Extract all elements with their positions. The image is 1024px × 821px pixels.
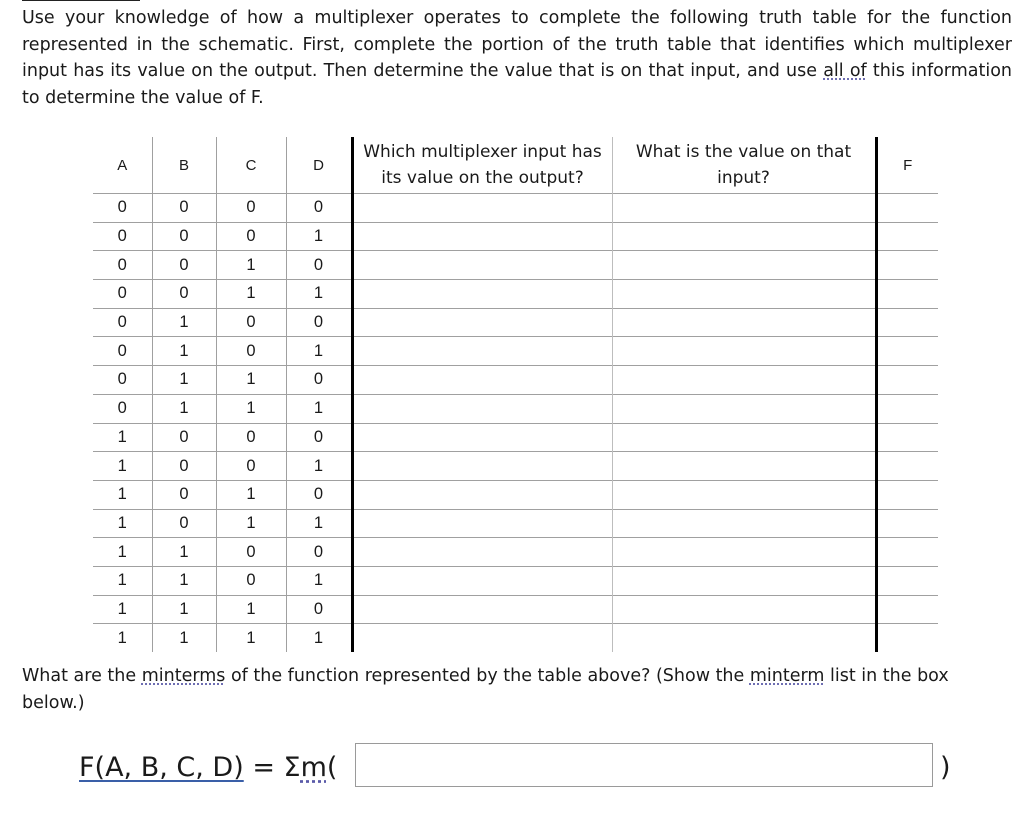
truth-table-row [93,366,938,395]
cell-a: 0 [93,222,152,251]
cell-mux-input-blank[interactable] [352,624,612,652]
cell-mux-input-blank[interactable] [352,366,612,395]
header-f: F [876,137,938,194]
header-input-value [612,137,876,194]
cell-input-value-blank[interactable] [612,624,876,652]
cell-f-blank[interactable] [876,222,938,251]
cell-f-blank[interactable] [876,366,938,395]
cell-c: 1 [216,509,286,538]
cell-a: 0 [93,280,152,309]
header-mux-input-line2: its value on the output? [381,168,584,188]
cell-mux-input-blank[interactable] [352,280,612,309]
truth-table [93,137,938,652]
cell-f-blank[interactable] [876,452,938,481]
cell-c: 0 [216,538,286,567]
truth-table-row [93,222,938,251]
cell-mux-input-blank[interactable] [352,452,612,481]
cell-f-blank[interactable] [876,624,938,652]
cell-d: 0 [286,308,352,337]
cell-a: 1 [93,566,152,595]
cell-b: 1 [152,366,216,395]
cell-mux-input-blank[interactable] [352,251,612,280]
cell-c: 0 [216,452,286,481]
cell-c: 1 [216,595,286,624]
cell-c: 1 [216,480,286,509]
cell-c: 0 [216,566,286,595]
truth-table-row [93,595,938,624]
cell-input-value-blank[interactable] [612,194,876,223]
question-part2: of the function represented by the table above? (Show the [225,666,750,686]
cell-mux-input-blank[interactable] [352,194,612,223]
cell-input-value-blank[interactable] [612,222,876,251]
cell-d: 1 [286,280,352,309]
cell-d: 1 [286,509,352,538]
cell-d: 1 [286,566,352,595]
cell-a: 0 [93,366,152,395]
cell-b: 0 [152,222,216,251]
header-c: C [216,137,286,194]
cell-d: 0 [286,251,352,280]
cell-mux-input-blank[interactable] [352,566,612,595]
cell-b: 0 [152,423,216,452]
cell-mux-input-blank[interactable] [352,222,612,251]
cell-input-value-blank[interactable] [612,280,876,309]
cell-f-blank[interactable] [876,308,938,337]
cell-input-value-blank[interactable] [612,366,876,395]
cell-f-blank[interactable] [876,538,938,567]
truth-table-row [93,452,938,481]
instructions-part2: this information to determine the value of F. [22,61,1012,108]
cell-d: 1 [286,394,352,423]
truth-table-body [93,194,938,653]
cell-a: 1 [93,423,152,452]
cell-a: 1 [93,538,152,567]
instructions-part1: Use your knowledge of how a multiplexer operates to complete the following truth table for the function represented in the schematic. First, complete the portion of the truth table that identifies which multiplexer input has its value on the output. Then determine the value that is on that input, and use [22,8,1012,81]
cell-d: 1 [286,222,352,251]
minterm-answer-box[interactable] [355,743,933,787]
formula-lhs: F(A, B, C, D) [79,752,244,783]
cell-f-blank[interactable] [876,423,938,452]
cell-input-value-blank[interactable] [612,566,876,595]
cell-mux-input-blank[interactable] [352,480,612,509]
cell-mux-input-blank[interactable] [352,595,612,624]
cell-a: 1 [93,480,152,509]
truth-table-row [93,566,938,595]
cell-b: 1 [152,595,216,624]
header-input-value-line1: What is the value on that [635,142,852,162]
cell-d: 0 [286,538,352,567]
header-a: A [117,156,128,174]
cell-mux-input-blank[interactable] [352,394,612,423]
minterm-formula [79,748,337,788]
cell-f-blank[interactable] [876,194,938,223]
cell-b: 0 [152,452,216,481]
cell-b: 0 [152,509,216,538]
cell-d: 1 [286,624,352,652]
truth-table-header-row [93,137,938,194]
cell-input-value-blank[interactable] [612,337,876,366]
question-part1: What are the [22,666,142,686]
cell-mux-input-blank[interactable] [352,308,612,337]
truth-table-row [93,337,938,366]
cell-c: 1 [216,280,286,309]
cell-c: 0 [216,337,286,366]
cell-d: 1 [286,452,352,481]
cell-mux-input-blank[interactable] [352,538,612,567]
header-mux-input [352,137,612,194]
cell-c: 1 [216,251,286,280]
cell-d: 0 [286,194,352,223]
cell-b: 0 [152,251,216,280]
cell-f-blank[interactable] [876,509,938,538]
cell-input-value-blank[interactable] [612,251,876,280]
cell-mux-input-blank[interactable] [352,509,612,538]
formula-close-paren: ) [940,752,951,783]
cell-b: 0 [152,280,216,309]
header-d: D [286,137,352,194]
cell-c: 0 [216,194,286,223]
cell-b: 1 [152,624,216,652]
cell-c: 1 [216,366,286,395]
cell-mux-input-blank[interactable] [352,423,612,452]
cell-mux-input-blank[interactable] [352,337,612,366]
cell-d: 0 [286,595,352,624]
cell-c: 0 [216,423,286,452]
truth-table-row [93,251,938,280]
truth-table-row [93,280,938,309]
cell-b: 1 [152,566,216,595]
cell-f-blank[interactable] [876,566,938,595]
instructions-emphasis: all of [823,61,867,81]
cell-b: 1 [152,538,216,567]
top-rule [22,0,140,1]
cell-b: 1 [152,308,216,337]
truth-table-row [93,194,938,223]
formula-sigma: Σ [283,752,301,783]
formula-equals: = [243,752,284,783]
cell-input-value-blank[interactable] [612,595,876,624]
cell-a: 0 [93,337,152,366]
cell-f-blank[interactable] [876,595,938,624]
cell-c: 1 [216,394,286,423]
header-input-value-line2: input? [717,168,770,188]
truth-table-row [93,423,938,452]
cell-f-blank[interactable] [876,251,938,280]
truth-table-row [93,308,938,337]
header-mux-input-line1: Which multiplexer input has [363,142,602,162]
cell-input-value-blank[interactable] [612,394,876,423]
truth-table-row [93,480,938,509]
cell-a: 0 [93,394,152,423]
cell-input-value-blank[interactable] [612,509,876,538]
formula-m: m [300,752,327,783]
instructions-paragraph [22,5,1012,111]
minterm-question [22,663,1002,716]
truth-table-row [93,509,938,538]
cell-input-value-blank[interactable] [612,538,876,567]
cell-a: 1 [93,452,152,481]
truth-table-row [93,394,938,423]
cell-f-blank[interactable] [876,280,938,309]
cell-b: 1 [152,394,216,423]
cell-input-value-blank[interactable] [612,308,876,337]
question-part3: list in the box below.) [22,666,949,713]
cell-c: 0 [216,308,286,337]
cell-a: 1 [93,509,152,538]
formula-open-paren: ( [326,752,338,783]
cell-d: 0 [286,480,352,509]
question-term-minterm: minterm [749,666,825,686]
cell-a: 0 [93,194,152,223]
cell-c: 0 [216,222,286,251]
cell-d: 1 [286,337,352,366]
cell-b: 0 [152,480,216,509]
cell-a: 1 [93,595,152,624]
truth-table-row [93,538,938,567]
cell-f-blank[interactable] [876,394,938,423]
cell-b: 1 [152,337,216,366]
cell-input-value-blank[interactable] [612,452,876,481]
cell-b: 0 [152,194,216,223]
cell-a: 1 [93,624,152,652]
truth-table-row [93,624,938,652]
question-term-minterms: minterms [141,666,226,686]
cell-a: 0 [93,251,152,280]
cell-a: 0 [93,308,152,337]
cell-d: 0 [286,366,352,395]
cell-f-blank[interactable] [876,337,938,366]
cell-c: 1 [216,624,286,652]
cell-input-value-blank[interactable] [612,480,876,509]
cell-input-value-blank[interactable] [612,423,876,452]
header-b: B [152,137,216,194]
cell-d: 0 [286,423,352,452]
cell-f-blank[interactable] [876,480,938,509]
